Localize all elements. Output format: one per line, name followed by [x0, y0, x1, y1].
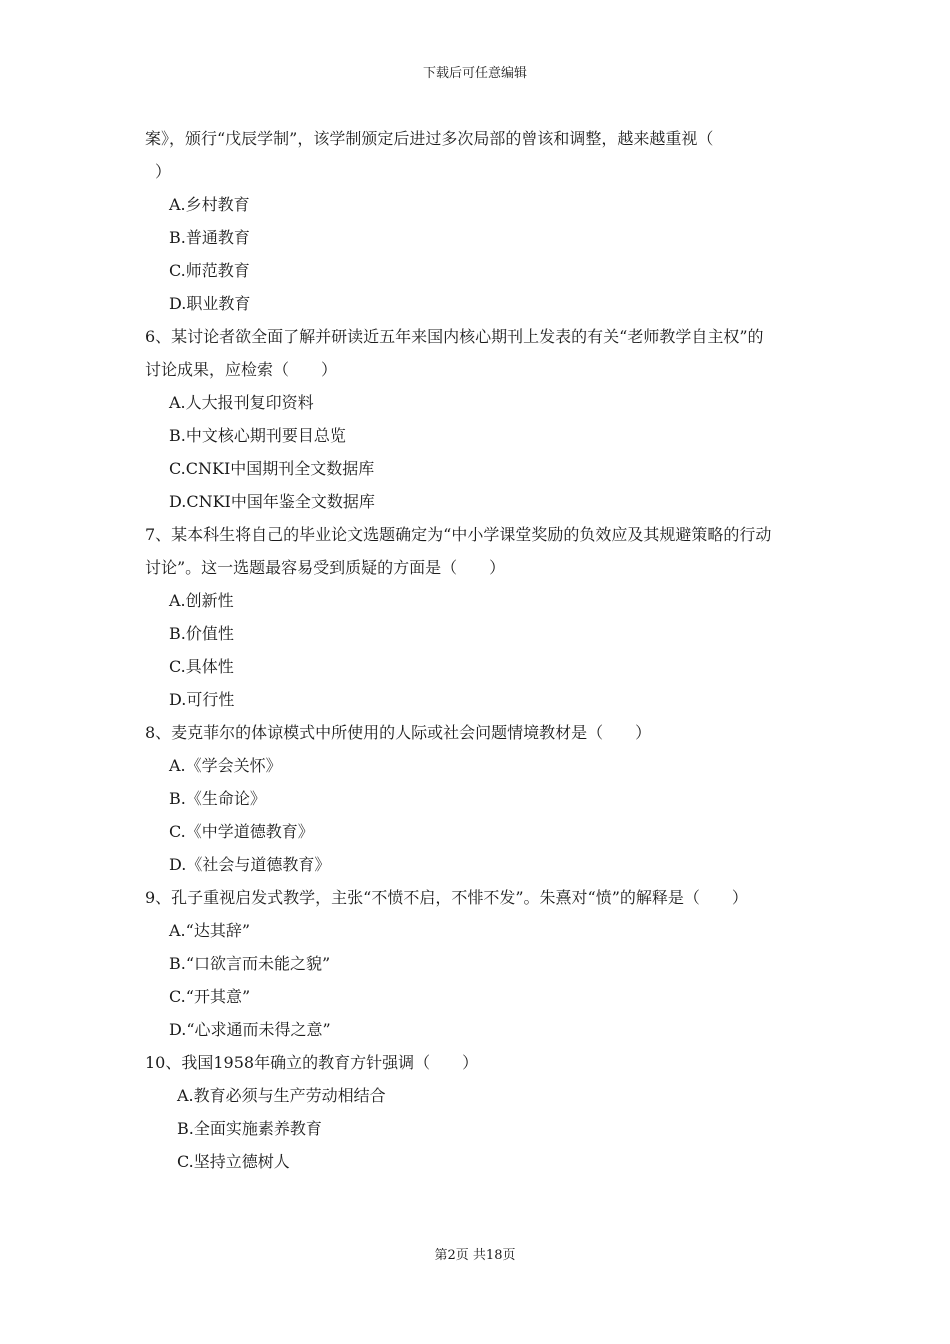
- option-item: A.乡村教育: [169, 195, 250, 214]
- option-item: A.“达其辞”: [169, 921, 251, 940]
- option-item: B.普通教育: [169, 228, 250, 247]
- option-item: D.职业教育: [169, 294, 251, 313]
- question-text-line: ）: [155, 162, 172, 181]
- question-text-line: 9、孔子重视启发式教学，主张“不愤不启，不悱不发”。朱熹对“愤”的解释是（ ）: [145, 888, 748, 907]
- option-item: B.“口欲言而未能之貌”: [169, 954, 331, 973]
- option-item: C.具体性: [169, 657, 234, 676]
- option-item: D.CNKI中国年鉴全文数据库: [169, 492, 375, 511]
- option-item: B.中文核心期刊要目总览: [169, 426, 346, 445]
- question-text-line: 讨论成果，应检索（ ）: [145, 360, 338, 379]
- option-item: C.CNKI中国期刊全文数据库: [169, 459, 375, 478]
- option-item: A.创新性: [169, 591, 234, 610]
- page-header: 下载后可任意编辑: [422, 66, 527, 81]
- question-text-line: 10、我国1958年确立的教育方针强调（ ）: [145, 1053, 479, 1072]
- option-item: A.人大报刊复印资料: [169, 393, 314, 412]
- option-item: D.“心求通而未得之意”: [169, 1020, 331, 1039]
- option-item: D.可行性: [169, 690, 235, 709]
- question-text-line: 7、某本科生将自己的毕业论文选题确定为“中小学课堂奖励的负效应及其规避策略的行动: [145, 525, 772, 544]
- option-item: C.《中学道德教育》: [169, 822, 314, 841]
- option-item: B.《生命论》: [169, 789, 266, 808]
- option-item: B.全面实施素养教育: [177, 1119, 322, 1138]
- option-item: A.《学会关怀》: [169, 756, 282, 775]
- question-text-line: 案》，颁行“戊辰学制”，该学制颁定后进过多次局部的曾该和调整，越来越重视（: [145, 129, 714, 148]
- page-footer: 第2页 共18页: [434, 1248, 516, 1263]
- option-item: C.“开其意”: [169, 987, 251, 1006]
- question-text-line: 8、麦克菲尔的体谅模式中所使用的人际或社会问题情境教材是（ ）: [145, 723, 652, 742]
- document-body: [145, 122, 815, 1178]
- question-text-line: 讨论”。这一选题最容易受到质疑的方面是（ ）: [145, 558, 506, 577]
- option-item: B.价值性: [169, 624, 234, 643]
- option-item: C.师范教育: [169, 261, 250, 280]
- option-item: A.教育必须与生产劳动相结合: [177, 1086, 386, 1105]
- option-item: D.《社会与道德教育》: [169, 855, 331, 874]
- option-item: C.坚持立德树人: [177, 1152, 290, 1171]
- question-text-line: 6、某讨论者欲全面了解并研读近五年来国内核心期刊上发表的有关“老师教学自主权”的: [145, 327, 764, 346]
